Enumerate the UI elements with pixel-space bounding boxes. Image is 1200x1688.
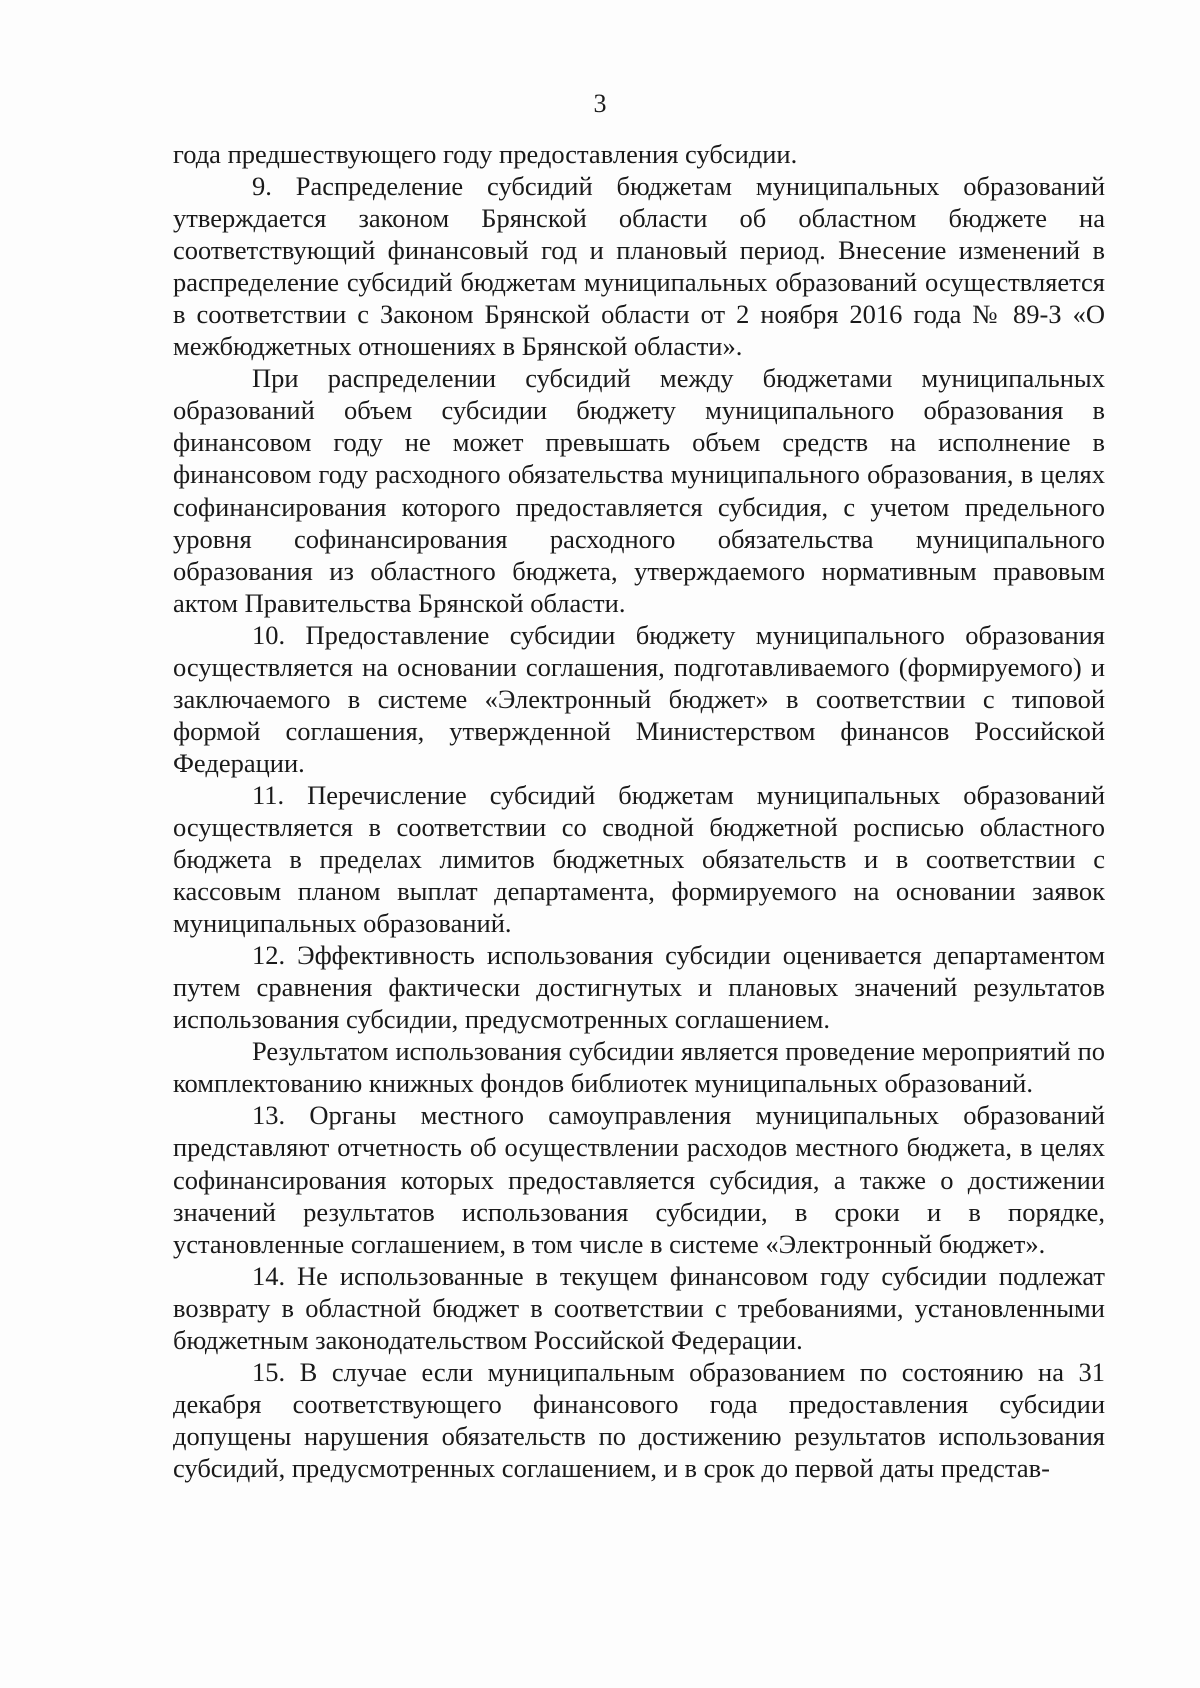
paragraph-item-9: 9. Распределение субсидий бюджетам муниципальных образований утверждается законом Брянской области об областном бюджете на соответствующий финансовый год и плановый период. Внесение изменений в распределение субсидий бюджетам муниципальных образований осуществляется в соответствии с Законом Брянской области от 2 ноября 2016 года № 89-З «О межбюджетных отношениях в Брянской области». [173, 171, 1105, 362]
paragraph-item-12-result: Результатом использования субсидии является проведение мероприятий по комплектованию книжных фондов библиотек муниципальных образований. [173, 1036, 1105, 1099]
page-number: 3 [593, 89, 607, 118]
paragraph-item-13: 13. Органы местного самоуправления муниципальных образований представляют отчетность об осуществлении расходов местного бюджета, в целях софинансирования которых предоставляется субсидия, а также о достижении значений результатов использования субсидии, в сроки и в порядке, установленные соглашением, в том числе в системе «Электронный бюджет». [173, 1100, 1105, 1259]
paragraph-continuation: года предшествующего году предоставления субсидии. [173, 139, 798, 169]
paragraph-item-15: 15. В случае если муниципальным образованием по состоянию на 31 декабря соответствующего финансового года предоставления субсидии допущены нарушения обязательств по достижению результатов использования субсидий, предусмотренных соглашением, и в срок до первой даты представ- [173, 1356, 1105, 1483]
paragraph-item-10: 10. Предоставление субсидии бюджету муниципального образования осуществляется на основании соглашения, подготавливаемого (формируемого) и заключаемого в системе «Электронный бюджет» в соответствии с типовой формой соглашения, утвержденной Министерством финансов Российской Федерации. [173, 619, 1105, 778]
paragraph-item-11: 11. Перечисление субсидий бюджетам муниципальных образований осуществляется в соответствии со сводной бюджетной росписью областного бюджета в пределах лимитов бюджетных обязательств и в соответствии с кассовым планом выплат департамента, формируемого на основании заявок муниципальных образований. [173, 779, 1105, 939]
document-body [173, 138, 1105, 1484]
paragraph-item-14: 14. Не использованные в текущем финансовом году субсидии подлежат возврату в областной бюджет в соответствии с требованиями, установленными бюджетным законодательством Российской Федерации. [173, 1260, 1105, 1355]
paragraph-item-12: 12. Эффективность использования субсидии оценивается департаментом путем сравнения фактически достигнутых и плановых значений результатов использования субсидии, предусмотренных соглашением. [173, 940, 1105, 1035]
paragraph-item-9-distribution: При распределении субсидий между бюджетами муниципальных образований объем субсидии бюджету муниципального образования в финансовом году не может превышать объем средств на исполнение в финансовом году расходного обязательства муниципального образования, в целях софинансирования которого предоставляется субсидия, с учетом предельного уровня софинансирования расходного обязательства муниципального образования из областного бюджета, утверждаемого нормативным правовым актом Правительства Брянской области. [173, 363, 1105, 618]
